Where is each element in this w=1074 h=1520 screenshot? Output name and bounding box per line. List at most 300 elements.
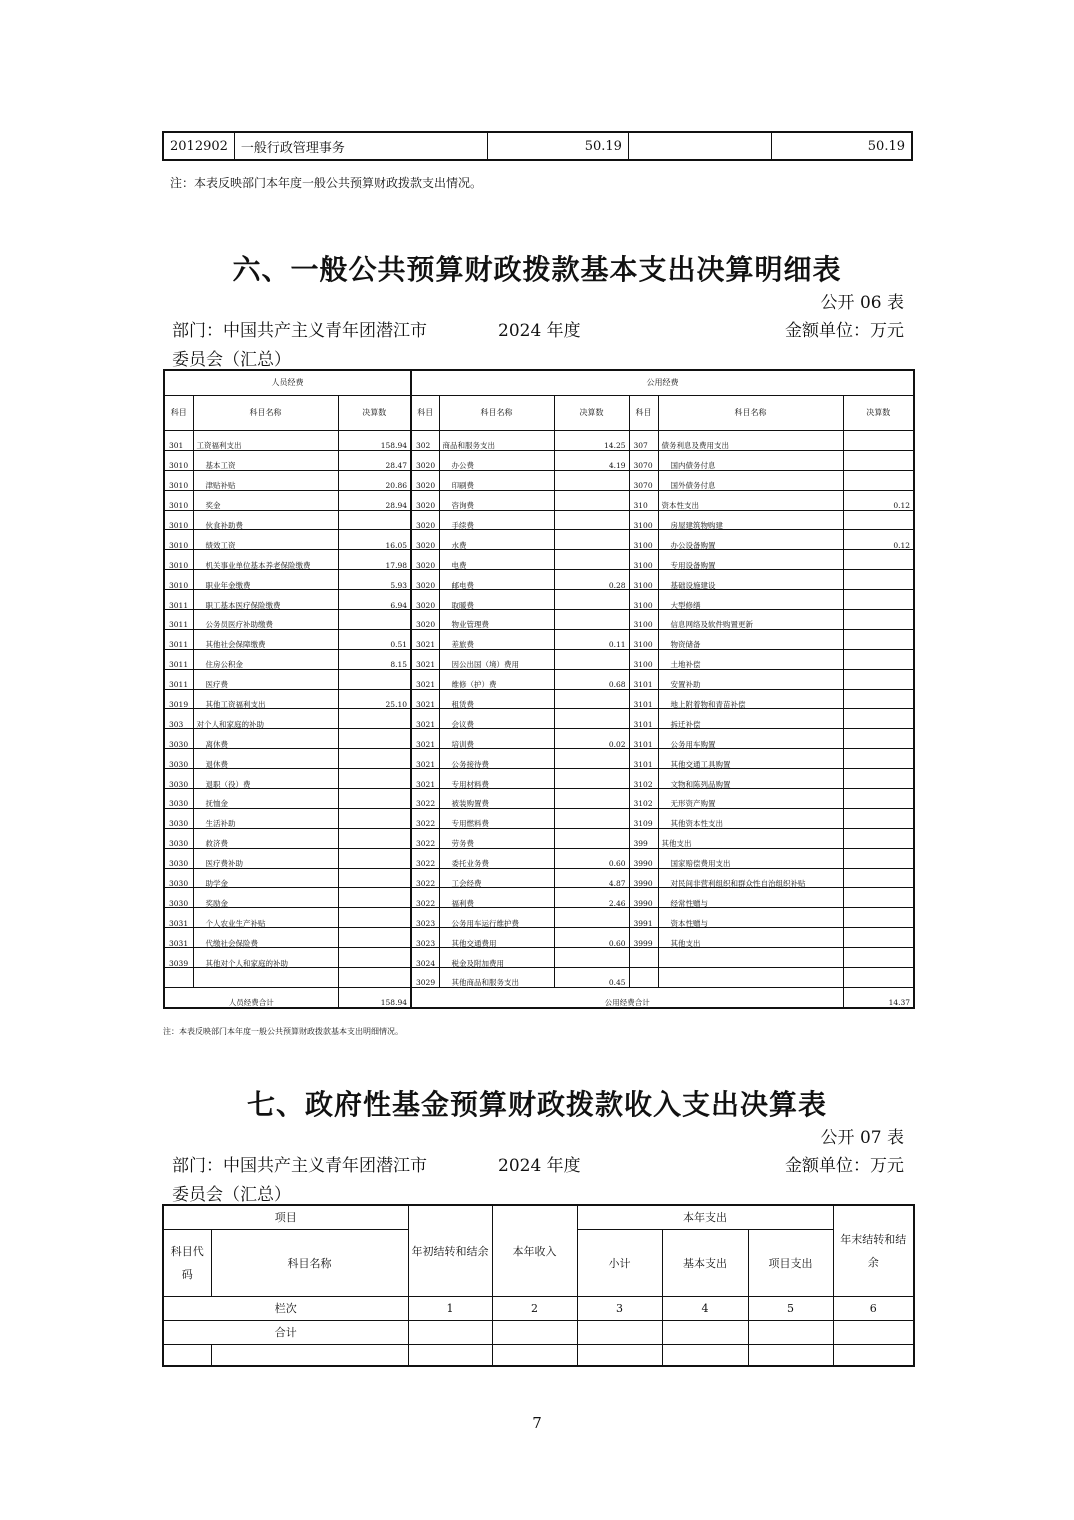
row-name: 信息网络及软件购置更新: [658, 610, 843, 630]
government-fund-table: [162, 1204, 915, 1367]
row-amount: [843, 570, 914, 590]
row-code: 3101: [629, 749, 658, 769]
row-name: 经常性赠与: [658, 888, 843, 908]
table-row: [164, 848, 914, 868]
row-name: 安置补助: [658, 669, 843, 689]
row-name: [193, 968, 338, 988]
row-name: 抚恤金: [193, 789, 338, 809]
row-name: 生活补助: [193, 808, 338, 828]
cell: [211, 1345, 408, 1367]
row-code: 399: [629, 828, 658, 848]
row-amount: [843, 808, 914, 828]
row-amount: 0.60: [554, 928, 629, 948]
row-name: 商品和服务支出: [439, 431, 554, 451]
row-amount: [338, 769, 411, 789]
row-code: 3021: [411, 729, 439, 749]
row-amount: 8.15: [338, 649, 411, 669]
row-code: 3010: [164, 490, 193, 510]
row-amount: [554, 948, 629, 968]
row-amount: [554, 510, 629, 530]
row-code: 3022: [411, 789, 439, 809]
row-amount: [843, 629, 914, 649]
row-amount: [843, 729, 914, 749]
row-code: 3023: [411, 908, 439, 928]
row-name: 机关事业单位基本养老保险缴费: [193, 550, 338, 570]
section6-table-no: 公开 06 表: [820, 293, 904, 313]
row-amount: 0.11: [554, 629, 629, 649]
top-continuation-table: [162, 131, 913, 161]
row-amount: [843, 908, 914, 928]
row-code: 3022: [411, 848, 439, 868]
h-project: 项目支出: [748, 1230, 833, 1297]
empty-row: [163, 1345, 914, 1367]
row-name: 印刷费: [439, 470, 554, 490]
row-code: 3010: [164, 530, 193, 550]
row-name: 退休费: [193, 749, 338, 769]
row-code: 3011: [164, 649, 193, 669]
row-code: 3101: [629, 729, 658, 749]
row-amount: [554, 908, 629, 928]
row-amount: [338, 510, 411, 530]
row-name: 代缴社会保险费: [193, 928, 338, 948]
h-begin-balance: 年初结转和结余: [408, 1205, 492, 1297]
row-code: 3010: [164, 570, 193, 590]
section6-year: 2024 年度: [498, 321, 581, 341]
section6-unit: 金额单位：万元: [785, 321, 904, 341]
cell: [662, 1321, 748, 1345]
row-name: 医疗费补助: [193, 848, 338, 868]
row-code: 3021: [411, 769, 439, 789]
row-code: 3019: [164, 689, 193, 709]
h-item: 项目: [163, 1205, 408, 1230]
public-total-label: 公用经费合计: [411, 987, 843, 1007]
column-header-row: [164, 396, 914, 431]
row-name: 因公出国（境）费用: [439, 649, 554, 669]
row-amount: 20.86: [338, 470, 411, 490]
personnel-total-label: 人员经费合计: [164, 987, 338, 1007]
row-name: 被装购置费: [439, 789, 554, 809]
cell: [163, 1345, 211, 1367]
row-amount: [843, 431, 914, 451]
row-name: 国外债务付息: [658, 470, 843, 490]
row-name: 公务用车运行维护费: [439, 908, 554, 928]
group-public: 公用经费: [411, 370, 914, 396]
row-code: 3030: [164, 888, 193, 908]
row-amount: [554, 709, 629, 729]
row-amount: 0.60: [554, 848, 629, 868]
row-name: 基础设施建设: [658, 570, 843, 590]
row-name: 委托业务费: [439, 848, 554, 868]
row-name: 其他支出: [658, 828, 843, 848]
table-row: [164, 928, 914, 948]
table-row: [164, 669, 914, 689]
row-name: 培训费: [439, 729, 554, 749]
table-row: [164, 431, 914, 451]
row-name: 工资福利支出: [193, 431, 338, 451]
row-amount: [843, 669, 914, 689]
section7-year: 2024 年度: [498, 1156, 581, 1176]
row-amount: [843, 948, 914, 968]
row-code: 3020: [411, 470, 439, 490]
col-name: 科目名称: [193, 396, 338, 431]
table-row: [164, 789, 914, 809]
row-code: 3010: [164, 450, 193, 470]
row-name: 税金及附加费用: [439, 948, 554, 968]
row-code: 3021: [411, 689, 439, 709]
row-name: 其他资本性支出: [658, 808, 843, 828]
h-end-balance: 年末结转和结余: [833, 1205, 914, 1297]
seq-5: 5: [748, 1297, 833, 1321]
row-amount: 158.94: [338, 431, 411, 451]
row-name: 资本性支出: [658, 490, 843, 510]
row-name: 电费: [439, 550, 554, 570]
row-name: 住房公积金: [193, 649, 338, 669]
row-name: 其他交通工具购置: [658, 749, 843, 769]
row-name: 对个人和家庭的补助: [193, 709, 338, 729]
row-code: 3100: [629, 649, 658, 669]
table-row: [164, 769, 914, 789]
row-amount: [554, 530, 629, 550]
row-amount: [554, 749, 629, 769]
table-row: [164, 530, 914, 550]
row-name: 公务用车购置: [658, 729, 843, 749]
row-amount: 0.68: [554, 669, 629, 689]
row-amount: [554, 610, 629, 630]
row-amount: [338, 669, 411, 689]
row-name: 手续费: [439, 510, 554, 530]
row-code: 3031: [164, 928, 193, 948]
row-code: 3021: [411, 669, 439, 689]
row-code: 3030: [164, 789, 193, 809]
row-amount: [843, 590, 914, 610]
row-name: 其他支出: [658, 928, 843, 948]
row-code: 310: [629, 490, 658, 510]
table-row: [164, 570, 914, 590]
table-row: [164, 808, 914, 828]
row-code: 3021: [411, 709, 439, 729]
row-code: 3030: [164, 868, 193, 888]
table-row: [164, 450, 914, 470]
row-code: 307: [629, 431, 658, 451]
seq-label: 栏次: [163, 1297, 408, 1321]
row-amount: [843, 689, 914, 709]
row-name: 专用材料费: [439, 769, 554, 789]
col-name: 科目名称: [658, 396, 843, 431]
cell: [748, 1321, 833, 1345]
col-code: 科目: [411, 396, 439, 431]
row-name: 办公设备购置: [658, 530, 843, 550]
row-name: 个人农业生产补贴: [193, 908, 338, 928]
row-amount: 14.25: [554, 431, 629, 451]
row-name: 退职（役）费: [193, 769, 338, 789]
row-amount: [554, 590, 629, 610]
row-value-2: [628, 132, 771, 160]
row-code: 3022: [411, 808, 439, 828]
row-value-1: 50.19: [487, 132, 628, 160]
row-name: 物业管理费: [439, 610, 554, 630]
table-row: [164, 510, 914, 530]
row-name: 工会经费: [439, 868, 554, 888]
row-name: 会议费: [439, 709, 554, 729]
row-code: 3020: [411, 530, 439, 550]
row-code: 3100: [629, 610, 658, 630]
row-code: 3101: [629, 689, 658, 709]
row-name: 债务利息及费用支出: [658, 431, 843, 451]
table-row: [164, 709, 914, 729]
table-row: [164, 968, 914, 988]
row-amount: [338, 888, 411, 908]
row-code: 3100: [629, 530, 658, 550]
cell: [492, 1321, 577, 1345]
row-amount: [554, 769, 629, 789]
section6-dept-cont: 委员会（汇总）: [172, 350, 291, 370]
table-row: [163, 132, 912, 160]
row-amount: [843, 749, 914, 769]
row-amount: [338, 749, 411, 769]
col-amount: 决算数: [338, 396, 411, 431]
row-code: 3039: [164, 948, 193, 968]
row-amount: 0.02: [554, 729, 629, 749]
row-name: 基本工资: [193, 450, 338, 470]
row-name: 专用设备购置: [658, 550, 843, 570]
table-row: [164, 948, 914, 968]
table-row: [164, 729, 914, 749]
row-code: 3030: [164, 769, 193, 789]
section6-dept: 部门：中国共产主义青年团潜江市: [172, 321, 427, 341]
row-amount: 2.46: [554, 888, 629, 908]
row-code: 3020: [411, 610, 439, 630]
row-code: 3011: [164, 590, 193, 610]
row-name: 其他商品和服务支出: [439, 968, 554, 988]
row-amount: 0.28: [554, 570, 629, 590]
row-name: 房屋建筑物购建: [658, 510, 843, 530]
row-code: [629, 948, 658, 968]
seq-6: 6: [833, 1297, 914, 1321]
row-name: 助学金: [193, 868, 338, 888]
row-name: 国内债务付息: [658, 450, 843, 470]
row-name: 职业年金缴费: [193, 570, 338, 590]
row-amount: [338, 968, 411, 988]
row-code: 3020: [411, 590, 439, 610]
row-name: 其他工资福利支出: [193, 689, 338, 709]
h-income: 本年收入: [492, 1205, 577, 1297]
row-code: 3011: [164, 669, 193, 689]
row-name: 津贴补贴: [193, 470, 338, 490]
h-expense: 本年支出: [577, 1205, 833, 1230]
row-name: 职工基本医疗保险缴费: [193, 590, 338, 610]
row-code: 3024: [411, 948, 439, 968]
row-amount: [843, 550, 914, 570]
row-name: 绩效工资: [193, 530, 338, 550]
row-name: 医疗费: [193, 669, 338, 689]
seq-3: 3: [577, 1297, 662, 1321]
row-name: 奖励金: [193, 888, 338, 908]
row-amount: [843, 610, 914, 630]
row-amount: 4.19: [554, 450, 629, 470]
row-name: 离休费: [193, 729, 338, 749]
table-row: [164, 470, 914, 490]
row-name: 福利费: [439, 888, 554, 908]
cell: [662, 1345, 748, 1367]
row-amount: [338, 808, 411, 828]
row-code: 3030: [164, 808, 193, 828]
row-amount: [843, 968, 914, 988]
row-code: 3020: [411, 570, 439, 590]
row-code: 3990: [629, 868, 658, 888]
row-name: 专用燃料费: [439, 808, 554, 828]
row-code: 301: [164, 431, 193, 451]
table-row: [164, 868, 914, 888]
row-code: 3030: [164, 828, 193, 848]
row-name: 土地补偿: [658, 649, 843, 669]
row-amount: [554, 490, 629, 510]
row-amount: 25.10: [338, 689, 411, 709]
row-code: [629, 968, 658, 988]
row-name: 一般行政管理事务: [234, 132, 487, 160]
row-name: 对民间非营利组织和群众性自治组织补贴: [658, 868, 843, 888]
row-code: 3029: [411, 968, 439, 988]
row-code: 3020: [411, 550, 439, 570]
row-amount: [554, 828, 629, 848]
page-number: 7: [532, 1414, 542, 1432]
cell: [748, 1345, 833, 1367]
col-code: 科目: [629, 396, 658, 431]
row-amount: [843, 769, 914, 789]
row-code: 3100: [629, 590, 658, 610]
personnel-total-value: 158.94: [338, 987, 411, 1007]
row-amount: [843, 868, 914, 888]
row-amount: [843, 470, 914, 490]
row-value-3: 50.19: [771, 132, 912, 160]
row-name: 差旅费: [439, 629, 554, 649]
header-row-1: [163, 1205, 914, 1230]
row-amount: [338, 928, 411, 948]
row-code: 3022: [411, 888, 439, 908]
row-code: 3102: [629, 769, 658, 789]
row-name: 奖金: [193, 490, 338, 510]
row-amount: [843, 928, 914, 948]
row-amount: [338, 848, 411, 868]
cell: [408, 1345, 492, 1367]
table-row: [164, 908, 914, 928]
row-amount: 28.47: [338, 450, 411, 470]
row-amount: [338, 868, 411, 888]
row-amount: 5.93: [338, 570, 411, 590]
row-amount: 0.45: [554, 968, 629, 988]
row-code: 3101: [629, 669, 658, 689]
cell: [833, 1321, 914, 1345]
total-row: [163, 1321, 914, 1345]
section7-dept-cont: 委员会（汇总）: [172, 1185, 291, 1205]
row-name: 地上附着物和青苗补偿: [658, 689, 843, 709]
row-amount: [554, 808, 629, 828]
row-amount: 4.87: [554, 868, 629, 888]
row-name: 其他交通费用: [439, 928, 554, 948]
public-total-value: 14.37: [843, 987, 914, 1007]
row-code: 3010: [164, 510, 193, 530]
row-amount: [338, 610, 411, 630]
cell: [492, 1345, 577, 1367]
row-code: 3999: [629, 928, 658, 948]
row-code: 3100: [629, 629, 658, 649]
row-amount: 16.05: [338, 530, 411, 550]
section7-dept: 部门：中国共产主义青年团潜江市: [172, 1156, 427, 1176]
row-code: 3022: [411, 828, 439, 848]
row-name: 水费: [439, 530, 554, 550]
cell: [577, 1345, 662, 1367]
row-code: 3021: [411, 749, 439, 769]
row-name: 无形资产购置: [658, 789, 843, 809]
col-amount: 决算数: [554, 396, 629, 431]
row-name: 取暖费: [439, 590, 554, 610]
h-basic: 基本支出: [662, 1230, 748, 1297]
cell: [408, 1321, 492, 1345]
total-row: [164, 987, 914, 1007]
row-amount: 17.98: [338, 550, 411, 570]
row-code: 2012902: [163, 132, 234, 160]
row-code: 3020: [411, 510, 439, 530]
row-amount: [338, 908, 411, 928]
seq-1: 1: [408, 1297, 492, 1321]
row-amount: [554, 689, 629, 709]
row-amount: [338, 709, 411, 729]
table-row: [164, 490, 914, 510]
row-name: 其他社会保障缴费: [193, 629, 338, 649]
row-name: 办公费: [439, 450, 554, 470]
row-code: 3109: [629, 808, 658, 828]
row-amount: 6.94: [338, 590, 411, 610]
row-name: 公务员医疗补助缴费: [193, 610, 338, 630]
col-name: 科目名称: [439, 396, 554, 431]
row-name: 国家赔偿费用支出: [658, 848, 843, 868]
cell: [577, 1321, 662, 1345]
section7-title: 七、政府性基金预算财政拨款收入支出决算表: [246, 1088, 827, 1121]
h-code: 科目代码: [163, 1230, 211, 1297]
basic-expenditure-detail-table: [163, 369, 915, 1009]
row-name: 资本性赠与: [658, 908, 843, 928]
row-name: 公务接待费: [439, 749, 554, 769]
h-name: 科目名称: [211, 1230, 408, 1297]
table-row: [164, 629, 914, 649]
row-code: 3010: [164, 550, 193, 570]
row-code: 3070: [629, 470, 658, 490]
row-amount: [843, 888, 914, 908]
row-amount: [843, 709, 914, 729]
table-row: [164, 590, 914, 610]
col-amount: 决算数: [843, 396, 914, 431]
h-subtotal: 小计: [577, 1230, 662, 1297]
group-personnel: 人员经费: [164, 370, 411, 396]
row-code: 3991: [629, 908, 658, 928]
row-code: 3101: [629, 709, 658, 729]
row-name: 咨询费: [439, 490, 554, 510]
table-row: [164, 749, 914, 769]
table-row: [164, 610, 914, 630]
seq-row: [163, 1297, 914, 1321]
row-amount: 0.12: [843, 490, 914, 510]
row-code: 3011: [164, 610, 193, 630]
row-amount: [554, 550, 629, 570]
row-name: 租赁费: [439, 689, 554, 709]
table-row: [164, 828, 914, 848]
row-code: 3022: [411, 868, 439, 888]
row-code: 302: [411, 431, 439, 451]
row-amount: [338, 948, 411, 968]
row-code: 3020: [411, 450, 439, 470]
row-amount: [843, 789, 914, 809]
row-amount: [843, 649, 914, 669]
row-code: 3030: [164, 729, 193, 749]
